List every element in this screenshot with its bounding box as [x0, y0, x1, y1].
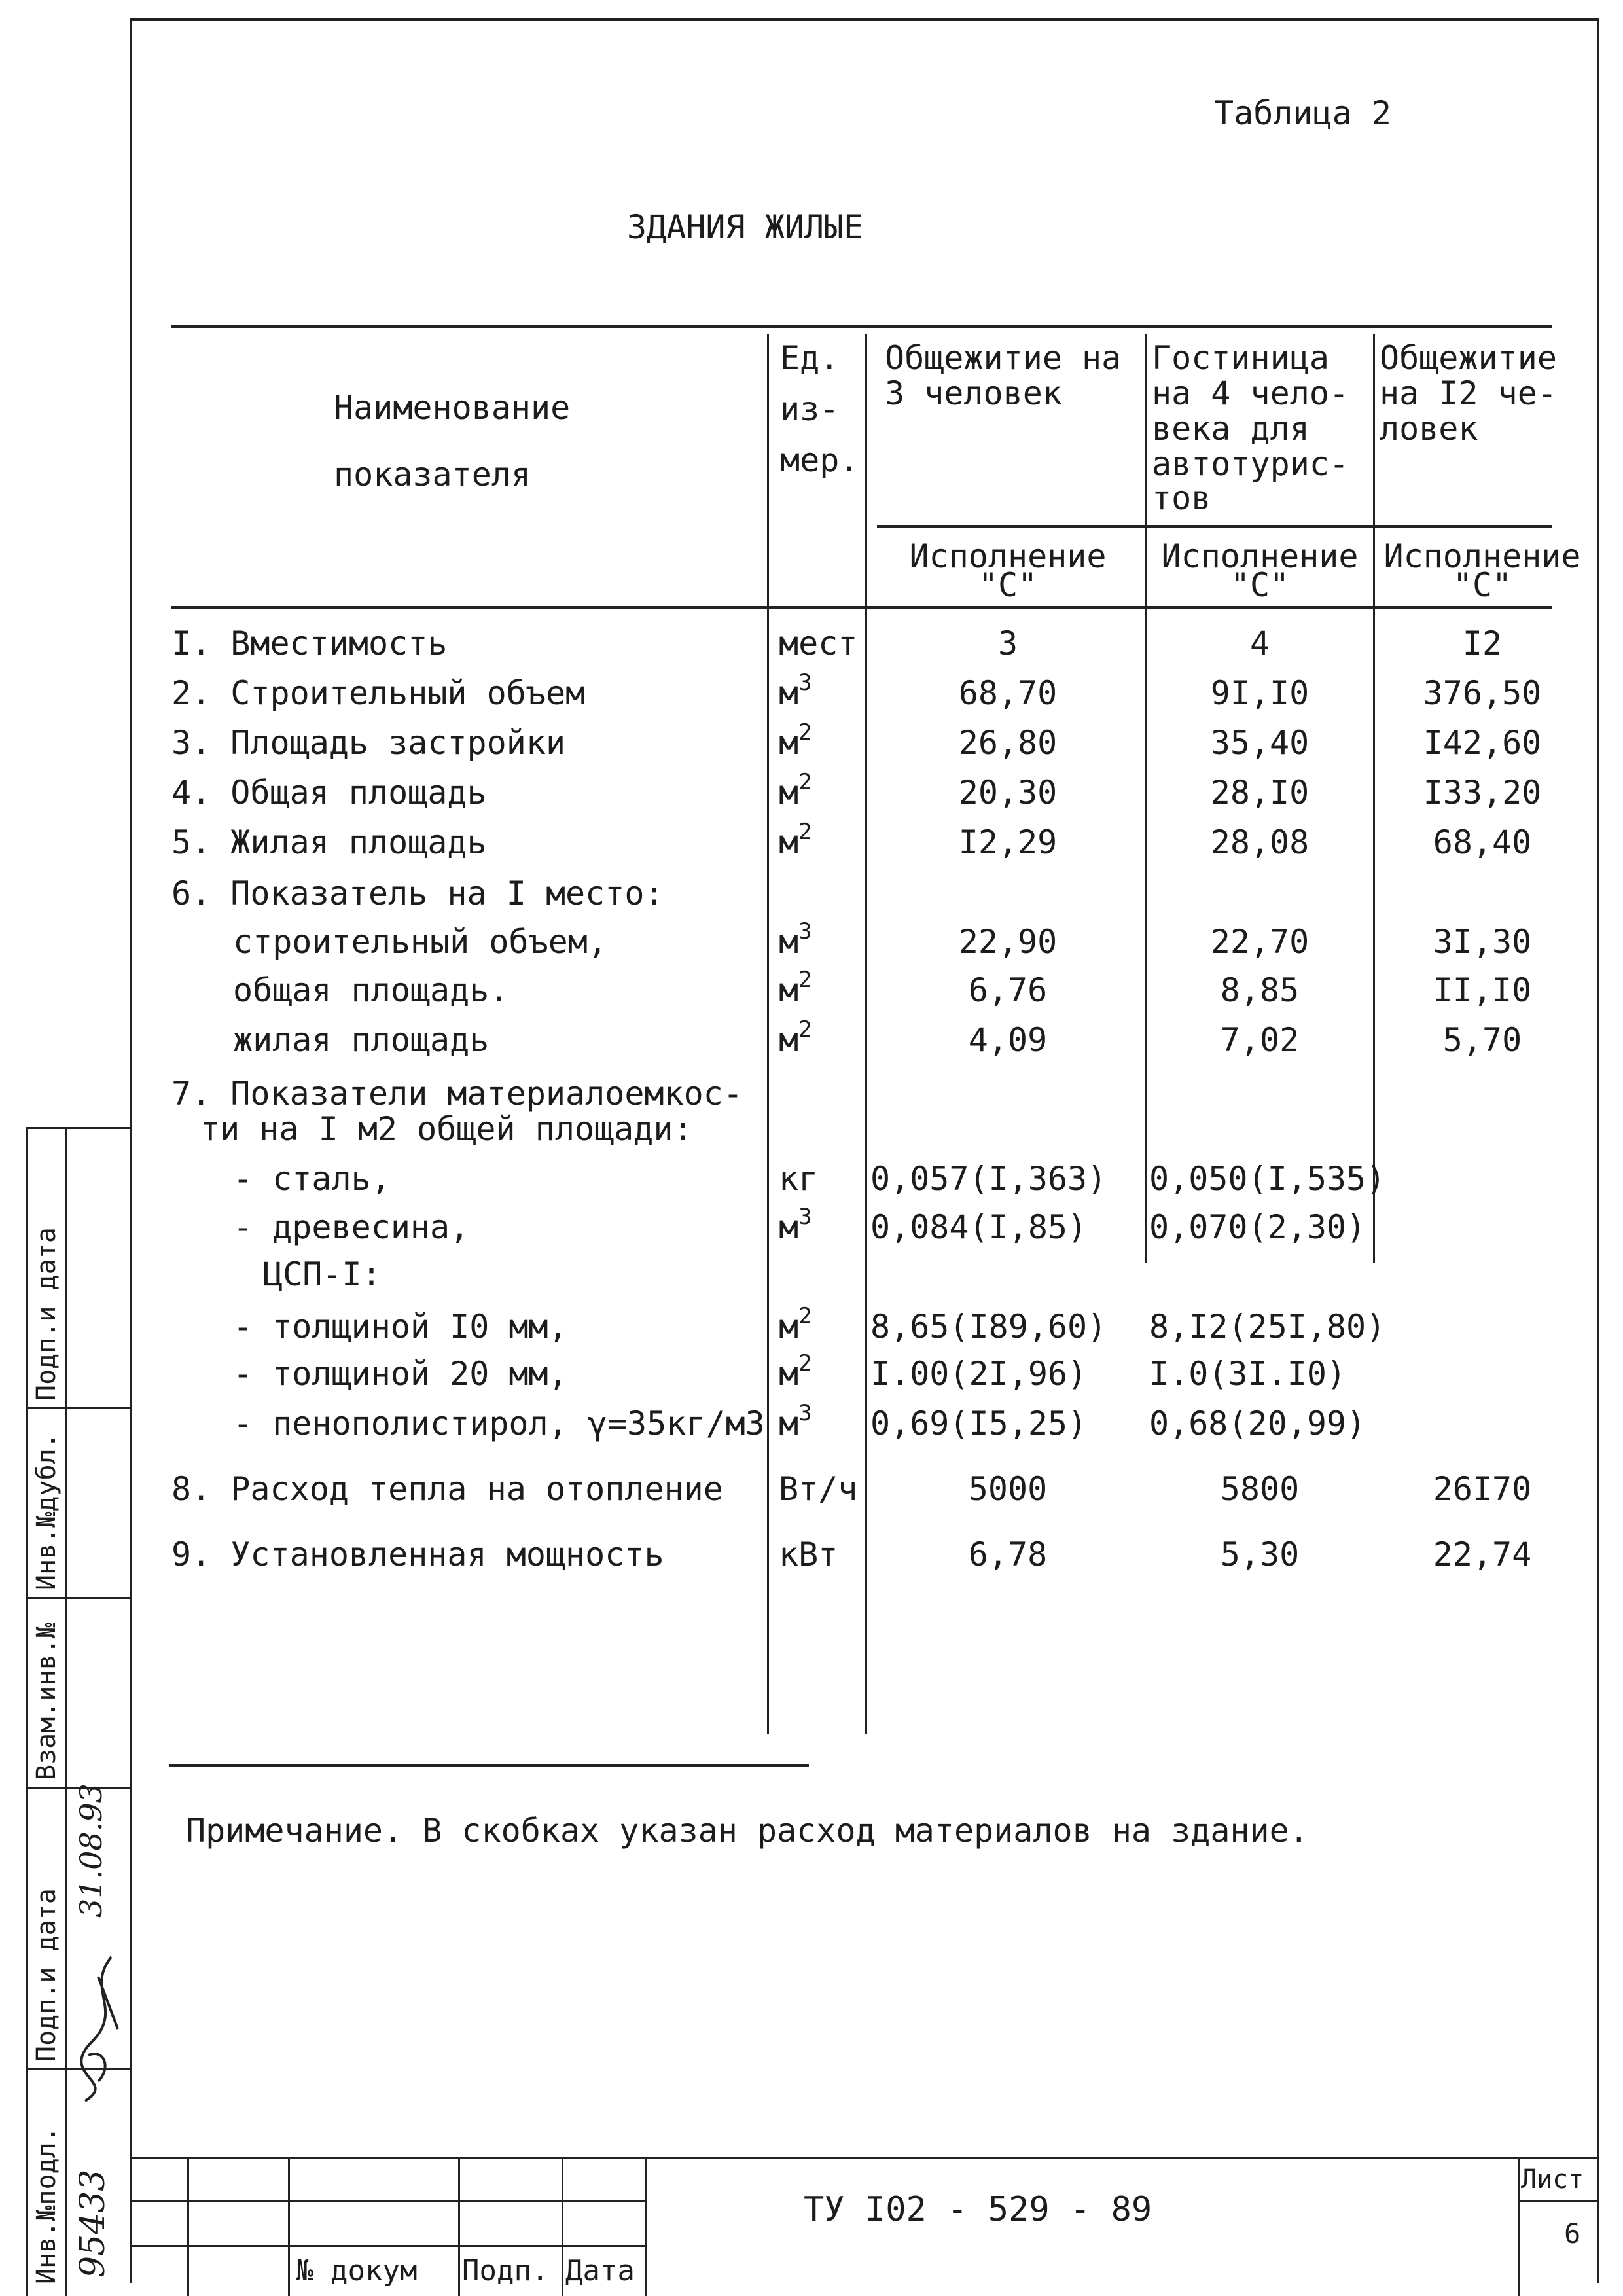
row-value-col2: 5800 — [1220, 1470, 1300, 1508]
row-value-col1: 26,80 — [958, 724, 1058, 762]
unit-base: м — [779, 1405, 799, 1443]
exec-col2: Исполнение "С" — [1161, 537, 1359, 604]
row-value-col1: 68,70 — [958, 674, 1058, 712]
row-value-col2: 4 — [1249, 624, 1270, 662]
exec-col1: Исполнение "С" — [909, 537, 1107, 604]
exec-rule — [877, 525, 1552, 528]
row-unit — [779, 1470, 858, 1508]
row-unit — [779, 670, 812, 712]
side-label-inv-podl: Инв.№подл. — [31, 2126, 62, 2284]
unit-base: м — [779, 971, 799, 1009]
row-value-col3: 5,70 — [1442, 1021, 1522, 1059]
row-value-col2: I.0(3I.I0) — [1149, 1355, 1347, 1393]
row-name: жилая площадь — [233, 1021, 490, 1059]
row-value-col2: 0,070(2,30) — [1149, 1208, 1366, 1246]
header-col2-line4: автотурис- — [1152, 445, 1349, 483]
row-unit — [779, 819, 812, 861]
col-label-docnum: № докум — [296, 2254, 418, 2287]
row-name: ЦСП-I: — [263, 1255, 382, 1293]
row-value-col2: 0,050(I,535) — [1149, 1160, 1386, 1198]
row-value-col2: 8,I2(25I,80) — [1149, 1308, 1386, 1346]
row-unit — [779, 719, 812, 762]
unit-base: м — [779, 1021, 799, 1059]
sheet-number: 6 — [1564, 2217, 1581, 2250]
header-col3-line1: Общежитие — [1380, 339, 1557, 377]
unit-exponent: 3 — [798, 1204, 812, 1230]
row-name: 8. Расход тепла на отопление — [171, 1470, 723, 1508]
row-value-col3: II,I0 — [1433, 971, 1532, 1009]
row-name: 2. Строительный объем — [171, 674, 586, 712]
unit-base: Вт/ч — [779, 1470, 858, 1508]
frame-right — [1597, 18, 1599, 2283]
unit-base: м — [779, 774, 799, 812]
row-value-col3: 376,50 — [1423, 674, 1542, 712]
row-value-col2: 35,40 — [1210, 724, 1310, 762]
unit-base: м — [779, 674, 799, 712]
row-unit — [779, 769, 812, 812]
table-top-rule — [171, 325, 1552, 328]
row-value-col3: 3I,30 — [1433, 923, 1532, 961]
row-unit — [779, 1535, 838, 1573]
row-value-col2: 5,30 — [1220, 1535, 1300, 1573]
unit-exponent: 2 — [798, 1350, 812, 1376]
row-value-col1: I2,29 — [958, 823, 1058, 861]
row-unit — [779, 1204, 812, 1246]
unit-exponent: 2 — [798, 769, 812, 795]
row-unit — [779, 918, 812, 961]
header-name-line1: Наименование — [334, 389, 571, 427]
row-name: 7. Показатели материалоемкос- — [171, 1075, 743, 1113]
row-value-col2: 22,70 — [1210, 923, 1310, 961]
row-value-col3: 22,74 — [1433, 1535, 1532, 1573]
row-name: - толщиной I0 мм, — [233, 1308, 568, 1346]
row-unit — [779, 1350, 812, 1393]
header-col2-line3: века для — [1152, 410, 1310, 448]
side-label-podp-data-bottom: Подп.и дата — [31, 1888, 62, 2062]
row-name: - пенополистирол, γ=35кг/м3 — [233, 1405, 765, 1443]
unit-base: м — [779, 1355, 799, 1393]
row-name: 5. Жилая площадь — [171, 823, 487, 861]
page-title: ЗДАНИЯ ЖИЛЫЕ — [627, 208, 864, 246]
header-unit-line2: из- — [780, 390, 840, 428]
row-name: - сталь, — [233, 1160, 391, 1198]
side-label-podp-data-top: Подп.и дата — [31, 1227, 62, 1401]
signature-icon — [72, 1950, 131, 2108]
header-name-line2: показателя — [334, 456, 531, 493]
exec-col3: Исполнение "С" — [1383, 537, 1581, 604]
row-value-col3: I33,20 — [1423, 774, 1542, 812]
row-value-col3: 68,40 — [1433, 823, 1532, 861]
col-sep-unit-left — [767, 334, 769, 1734]
unit-base: м — [779, 923, 799, 961]
header-col3-line2: на I2 че- — [1380, 374, 1557, 412]
header-unit-line3: мер. — [780, 441, 859, 479]
unit-exponent: 2 — [798, 967, 812, 993]
unit-base: мест — [779, 624, 858, 662]
header-bottom-rule — [171, 606, 1552, 609]
header-col3-line3: ловек — [1380, 410, 1478, 448]
header-col2-line2: на 4 чело- — [1152, 374, 1349, 412]
unit-exponent: 2 — [798, 819, 812, 845]
row-name: строительный объем, — [233, 923, 607, 961]
row-value-col1: 6,78 — [968, 1535, 1048, 1573]
row-name: ти на I м2 общей площади: — [200, 1110, 693, 1148]
row-unit — [779, 624, 858, 662]
header-col2-line5: тов — [1152, 479, 1211, 517]
row-value-col3: I42,60 — [1423, 724, 1542, 762]
row-unit — [779, 967, 812, 1009]
table-bottom-rule — [169, 1764, 809, 1767]
unit-exponent: 2 — [798, 1303, 812, 1329]
row-value-col2: 9I,I0 — [1210, 674, 1310, 712]
table-label: Таблица 2 — [1214, 94, 1391, 132]
side-label-inv-dubl: Инв.№дубл. — [31, 1433, 62, 1590]
unit-base: м — [779, 823, 799, 861]
row-unit — [779, 1160, 819, 1198]
row-value-col1: 5000 — [968, 1470, 1048, 1508]
doc-code: ТУ I02 - 529 - 89 — [804, 2190, 1152, 2229]
frame-left — [130, 18, 132, 2283]
header-col2-line1: Гостиница — [1152, 339, 1329, 377]
unit-base: м — [779, 1308, 799, 1346]
col-label-date: Дата — [565, 2254, 635, 2287]
row-value-col2: 28,I0 — [1210, 774, 1310, 812]
row-value-col1: 20,30 — [958, 774, 1058, 812]
unit-base: м — [779, 1208, 799, 1246]
row-value-col2: 28,08 — [1210, 823, 1310, 861]
unit-exponent: 3 — [798, 918, 812, 944]
unit-base: кВт — [779, 1535, 838, 1573]
unit-exponent: 3 — [798, 670, 812, 696]
row-unit — [779, 1400, 812, 1443]
row-name: 9. Установленная мощность — [171, 1535, 664, 1573]
row-value-col1: 3 — [997, 624, 1018, 662]
side-label-vzam-inv: Взам.инв.№ — [31, 1623, 62, 1780]
unit-exponent: 2 — [798, 1016, 812, 1043]
row-value-col2: 0,68(20,99) — [1149, 1405, 1366, 1443]
unit-base: м — [779, 724, 799, 762]
row-value-col2: 7,02 — [1220, 1021, 1300, 1059]
row-value-col1: 6,76 — [968, 971, 1048, 1009]
row-value-col1: I.00(2I,96) — [870, 1355, 1088, 1393]
row-name: 4. Общая площадь — [171, 774, 487, 812]
row-value-col1: 0,057(I,363) — [870, 1160, 1107, 1198]
row-name: 3. Площадь застройки — [171, 724, 566, 762]
unit-base: кг — [779, 1160, 819, 1198]
row-unit — [779, 1016, 812, 1059]
row-name: общая площадь. — [233, 971, 509, 1009]
side-inv-number: 95433 — [73, 2169, 113, 2278]
row-value-col2: 8,85 — [1220, 971, 1300, 1009]
row-value-col1: 22,90 — [958, 923, 1058, 961]
row-value-col1: 0,69(I5,25) — [870, 1405, 1088, 1443]
frame-top — [130, 18, 1599, 21]
col-label-sign: Подп. — [462, 2254, 549, 2287]
note: Примечание. В скобках указан расход материалов на здание. — [186, 1812, 1309, 1850]
row-name: I. Вместимость — [171, 624, 448, 662]
header-unit-line1: Ед. — [780, 339, 840, 377]
unit-exponent: 3 — [798, 1400, 812, 1426]
row-name: 6. Показатель на I место: — [171, 874, 664, 912]
header-col1-line2: 3 человек — [885, 374, 1062, 412]
header-col1-line1: Общежитие на — [885, 339, 1122, 377]
row-name: - толщиной 20 мм, — [233, 1355, 568, 1393]
row-value-col1: 0,084(I,85) — [870, 1208, 1088, 1246]
col-sep-col1-left — [865, 334, 867, 1734]
sheet-label: Лист — [1521, 2164, 1584, 2195]
row-value-col3: I2 — [1462, 624, 1503, 662]
side-date: 31.08.93 — [73, 1784, 109, 1918]
row-name: - древесина, — [233, 1208, 470, 1246]
row-unit — [779, 1303, 812, 1346]
row-value-col3: 26I70 — [1433, 1470, 1532, 1508]
unit-exponent: 2 — [798, 719, 812, 745]
row-value-col1: 8,65(I89,60) — [870, 1308, 1107, 1346]
row-value-col1: 4,09 — [968, 1021, 1048, 1059]
